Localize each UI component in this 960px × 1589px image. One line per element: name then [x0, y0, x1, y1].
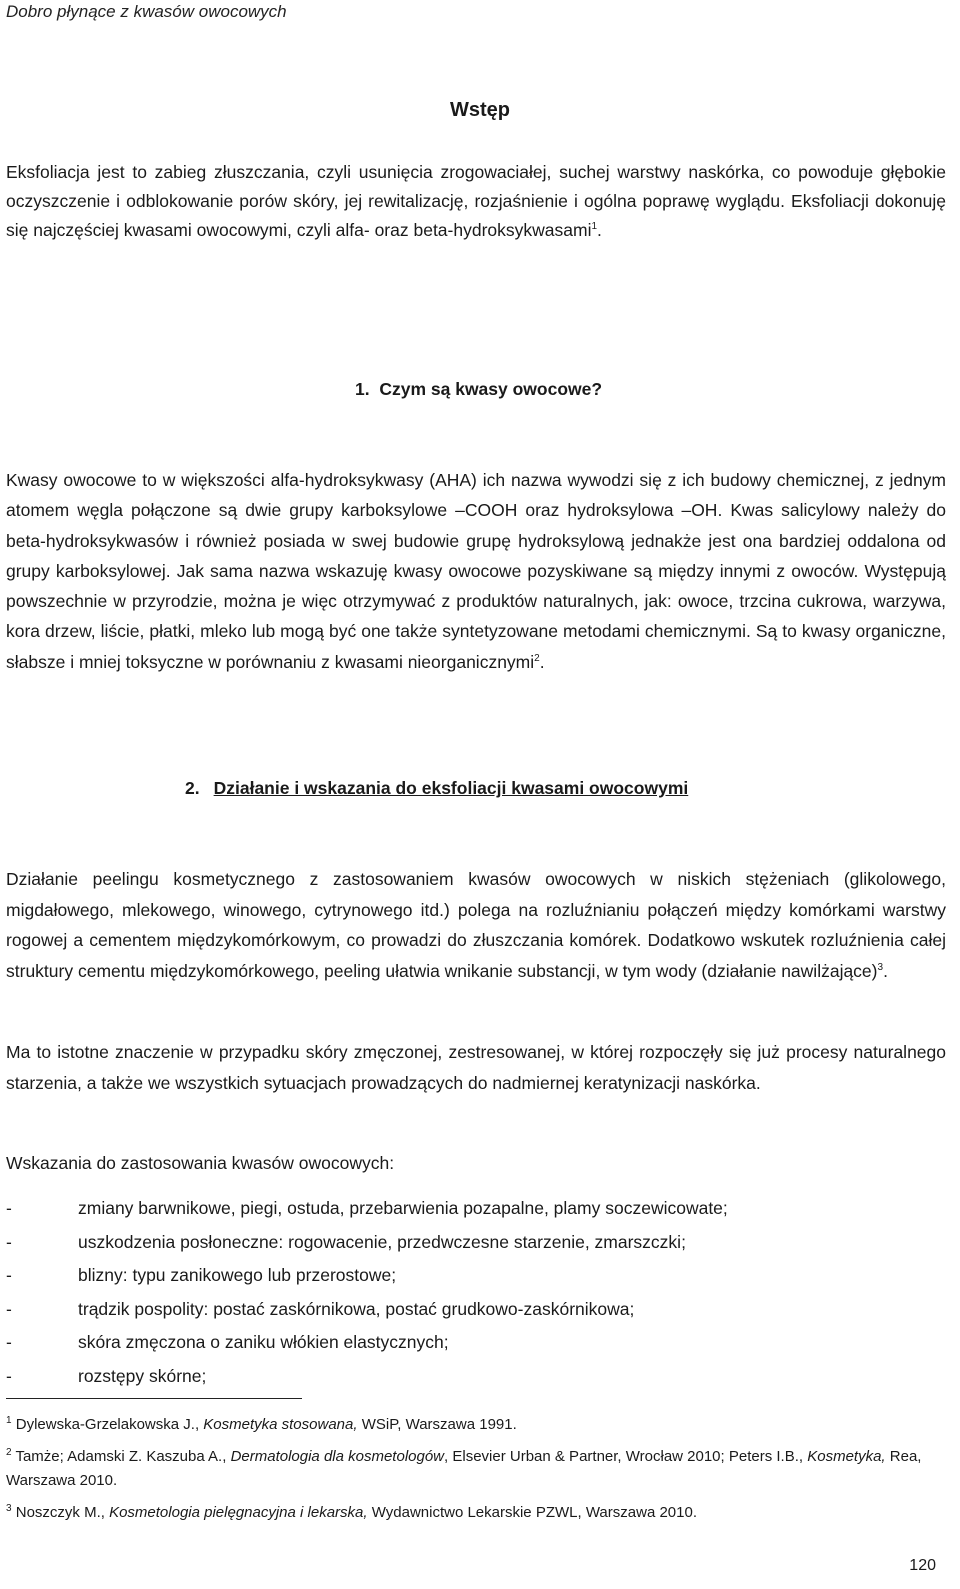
page-number: 120	[909, 1557, 936, 1574]
indications-list	[6, 1192, 728, 1393]
list-item: - skóra zmęczona o zaniku włókien elastycznych;	[6, 1332, 449, 1352]
footnote-ref-1[interactable]: 1	[591, 221, 598, 233]
list-item: - trądzik pospolity: postać zaskórnikowa, postać grudkowo-zaskórnikowa;	[6, 1298, 635, 1319]
section1-paragraph: Kwasy owocowe to w większości alfa-hydroksykwasy (AHA) ich nazwa wywodzi się z ich budowy chemicznej, z jednym atomem węgla połączone są dwie grupy karboksylowe –COOH oraz hydroksylowa –OH. Kwas salicylowy należy do beta-hydroksykwasów i również posiada w swej budowie grupę hydroksylową jednakże jest ona bardziej oddalona od grupy karboksylowej. Jak sama nazwa wskazuję kwasy owocowe pozyskiwane są między innymi z owoców. Występują powszechnie w przyrodzie, można je więc otrzymywać z produktów naturalnych, jak: owoce, trzcina cukrowa, warzywa, kora drzew, liście, płatki, mleko lub mogą być one także syntetyzowane metodami chemicznymi. Są to kwasy organiczne, słabsze i mniej toksyczne w porównaniu z kwasami nieorganicznymi$^2$.	[6, 470, 946, 672]
list-item: - zmiany barwnikowe, piegi, ostuda, przebarwienia pozapalne, plamy soczewicowate;	[6, 1198, 728, 1218]
footnote-ref-2[interactable]: 2	[534, 652, 540, 664]
list-item: - blizny: typu zanikowego lub przerostowe;	[6, 1265, 397, 1285]
intro-paragraph: Eksfoliacja jest to zabieg złuszczania, czyli usunięcia zrogowaciałej, suchej warstwy naskórka, co powoduje głębokie oczyszczenie i odblokowanie porów skóry, jej rewitalizację, rozjaśnienie i ogólna poprawę wyglądu. Eksfoliacji dokonuję się najczęściej kwasami owocowymi, czyli alfa- oraz beta-hydroksykwasami$^1$.	[6, 162, 946, 240]
running-header: Dobro płynące z kwasów owocowych	[6, 2, 287, 21]
intro-text: Eksfoliacja jest to zabieg złuszczania, czyli usunięcia zrogowaciałej, suchej warstwy naskórka, co powoduje głębokie oczyszczenie i odblokowanie porów skóry, jej rewitalizację, rozjaśnienie i ogólna poprawę wyglądu. Eksfoliacji dokonuję się najczęściej kwasami owocowymi, czyli alfa- oraz beta-hydroksykwasami	[6, 162, 946, 240]
section2-paragraph-2: Ma to istotne znaczenie w przypadku skóry zmęczonej, zestresowanej, w której rozpoczęły się już procesy naturalnego starzenia, a także we wszystkich sytuacjach prowadzących do nadmiernej keratynizacji naskórka.	[6, 1042, 946, 1093]
footnotes	[6, 1413, 946, 1533]
page-title: Wstęp	[450, 99, 510, 121]
footnote-1: $^1$ Dylewska-Grzelakowska J., Kosmetyka stosowana, WSiP, Warszawa 1991.	[6, 1415, 517, 1433]
list-intro: Wskazania do zastosowania kwasów owocowych:	[6, 1153, 395, 1173]
footnote-divider	[6, 1398, 302, 1399]
list-item: - rozstępy skórne;	[6, 1365, 207, 1386]
section-heading-2: 2. Działanie i wskazania do eksfoliacji kwasami owocowymi	[185, 778, 689, 798]
footnote-3: $^3$ Noszczyk M., Kosmetologia pielęgnacyjna i lekarska, Wydawnictwo Lekarskie PZWL, Warszawa 2010.	[6, 1503, 697, 1521]
section-heading-1: 1. Czym są kwasy owocowe?	[355, 379, 603, 399]
footnote-2: $^2$ Tamże; Adamski Z. Kaszuba A., Dermatologia dla kosmetologów, Elsevier Urban & Partner, Wrocław 2010; Peters I.B., Kosmetyka, Rea, Warszawa 2010.	[6, 1447, 922, 1489]
footnote-ref-3[interactable]: 3	[877, 961, 884, 973]
section2-paragraph-1: Działanie peelingu kosmetycznego z zastosowaniem kwasów owocowych w niskich stężeniach (glikolowego, migdałowego, mlekowego, winowego, cytrynowego itd.) polega na rozluźnianiu połączeń między komórkami warstwy rogowej a cementem międzykomórkowym, co prowadzi do złuszczania komórek. Dodatkowo wskutek rozluźnienia całej struktury cementu międzykomórkowego, peeling ułatwia wnikanie substancji, w tym wody (działanie nawilżające)$^3$.	[6, 869, 946, 981]
list-item: - uszkodzenia posłoneczne: rogowacenie, przedwczesne starzenie, zmarszczki;	[6, 1231, 686, 1252]
